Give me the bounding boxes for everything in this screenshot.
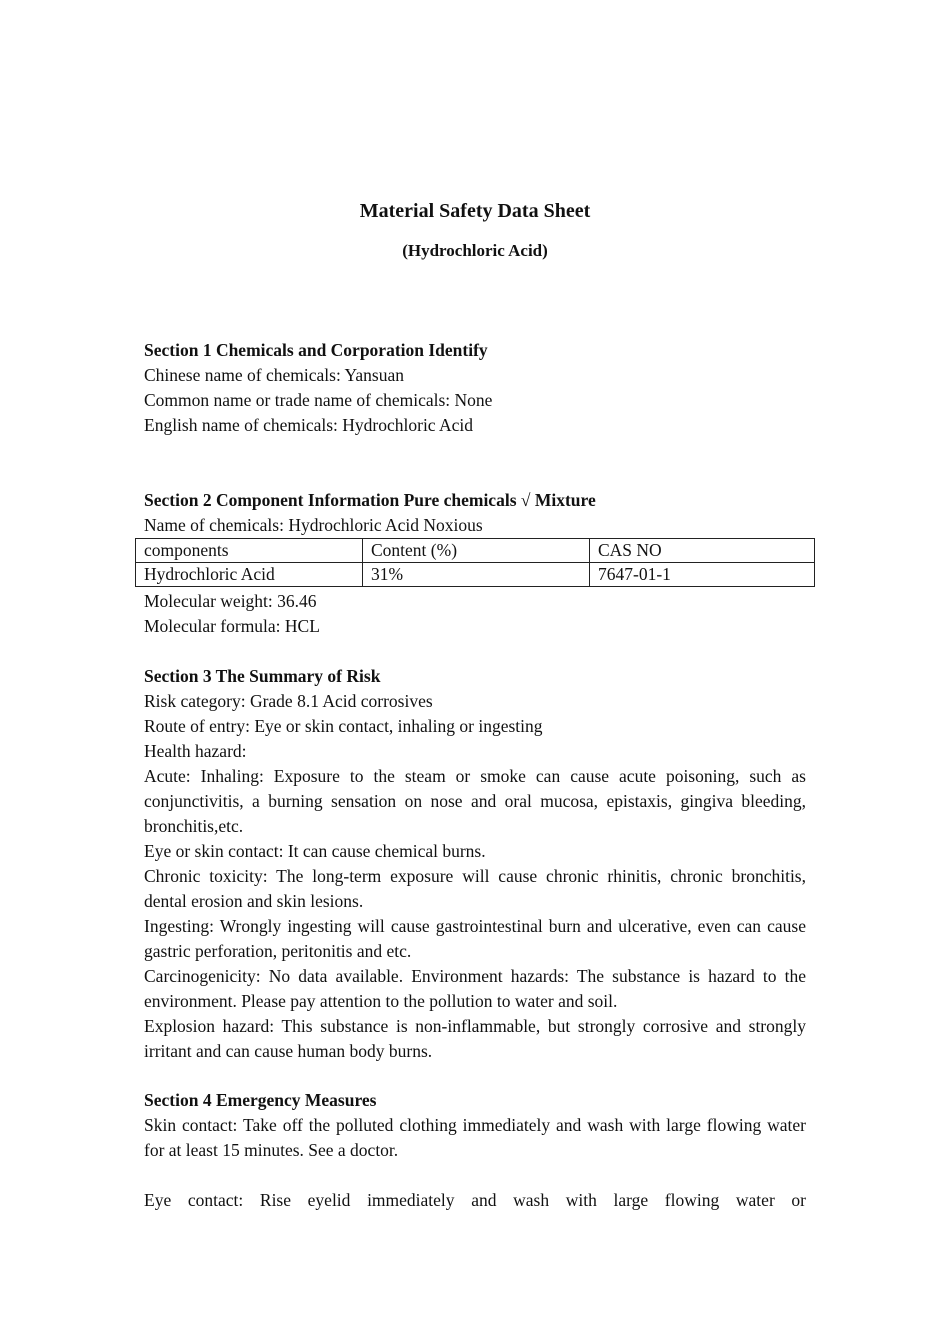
section-4 (144, 1088, 806, 1213)
cell-cas-no: 7647-01-1 (590, 563, 815, 587)
english-name-line: English name of chemicals: Hydrochloric Acid (144, 415, 474, 435)
chinese-name-line: Chinese name of chemicals: Yansuan (144, 365, 405, 385)
table-row (136, 563, 815, 587)
section-4-heading: Section 4 Emergency Measures (144, 1090, 377, 1110)
section-2-heading: Section 2 Component Information Pure chemicals √ Mixture (144, 490, 596, 510)
components-table (135, 538, 815, 587)
acute-paragraph: Acute: Inhaling: Exposure to the steam or smoke can cause acute poisoning, such as conjunctivitis, a burning sensation on nose and oral mucosa, epistaxis, gingiva bleeding, bronchitis,etc. (144, 766, 806, 836)
route-of-entry-line: Route of entry: Eye or skin contact, inhaling or ingesting (144, 716, 543, 736)
chronic-toxicity-paragraph: Chronic toxicity: The long-term exposure will cause chronic rhinitis, chronic bronchitis, dental erosion and skin lesions. (144, 866, 806, 911)
header-cas-no: CAS NO (590, 539, 815, 563)
section-2 (144, 488, 806, 538)
common-name-line: Common name or trade name of chemicals: None (144, 390, 493, 410)
risk-category-line: Risk category: Grade 8.1 Acid corrosives (144, 691, 433, 711)
cell-content: 31% (363, 563, 590, 587)
explosion-hazard-paragraph: Explosion hazard: This substance is non-inflammable, but strongly corrosive and strongly irritant and can cause human body burns. (144, 1016, 806, 1061)
molecular-weight-line: Molecular weight: 36.46 (144, 591, 317, 611)
table-header-row (136, 539, 815, 563)
section-3-heading: Section 3 The Summary of Risk (144, 666, 381, 686)
document-subtitle: (Hydrochloric Acid) (402, 241, 548, 260)
skin-contact-paragraph: Skin contact: Take off the polluted clothing immediately and wash with large flowing water for at least 15 minutes. See a doctor. (144, 1115, 806, 1160)
carcinogenicity-paragraph: Carcinogenicity: No data available. Environment hazards: The substance is hazard to the environment. Please pay attention to the pollution to water and soil. (144, 966, 806, 1011)
chemical-name-line: Name of chemicals: Hydrochloric Acid Noxious (144, 515, 483, 535)
eye-contact-paragraph: Eye contact: Rise eyelid immediately and wash with large flowing water or (144, 1190, 806, 1210)
section-2-details (144, 589, 806, 639)
health-hazard-line: Health hazard: (144, 741, 247, 761)
header-content: Content (%) (363, 539, 590, 563)
cell-component: Hydrochloric Acid (136, 563, 363, 587)
eye-skin-contact-paragraph: Eye or skin contact: It can cause chemical burns. (144, 841, 486, 861)
document-title: Material Safety Data Sheet (359, 200, 591, 222)
section-3 (144, 664, 806, 1064)
molecular-formula-line: Molecular formula: HCL (144, 616, 320, 636)
section-1 (144, 338, 806, 438)
section-1-heading: Section 1 Chemicals and Corporation Identify (144, 340, 488, 360)
header-components: components (136, 539, 363, 563)
ingesting-paragraph: Ingesting: Wrongly ingesting will cause gastrointestinal burn and ulcerative, even can cause gastric perforation, peritonitis and etc. (144, 916, 806, 961)
